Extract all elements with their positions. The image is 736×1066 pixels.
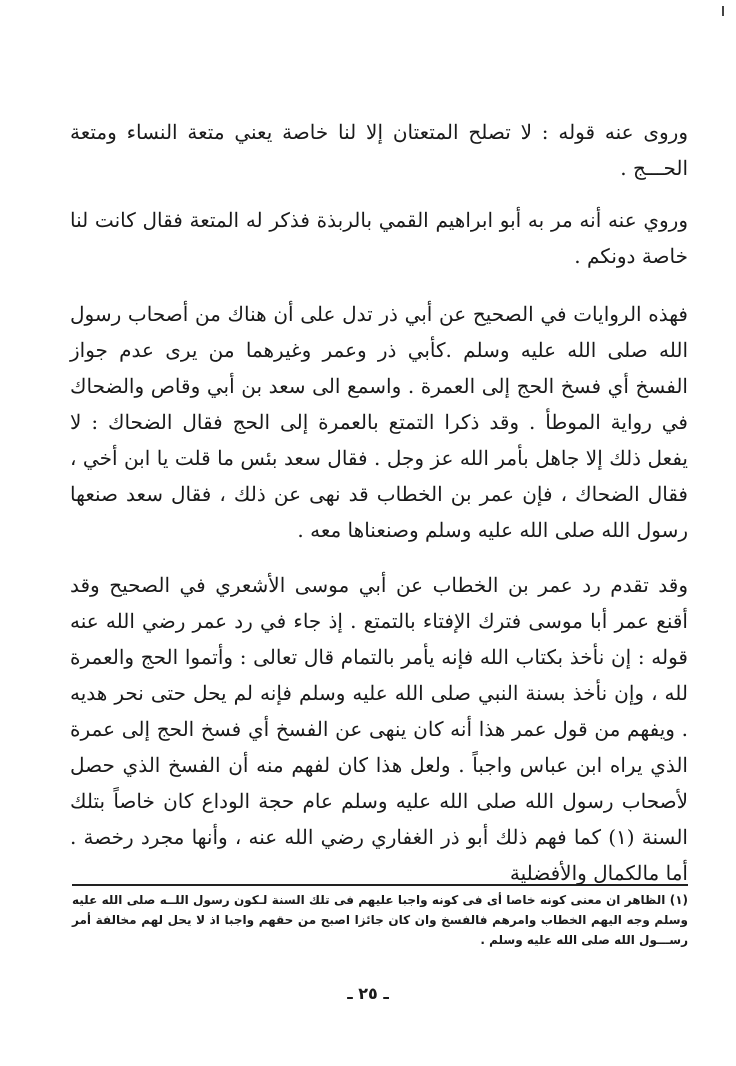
paragraph-2: وروي عنه أنه مر به أبو ابراهيم القمي بالربذة فذكر له المتعة فقال كانت لنا خاصة دونكم . (70, 208, 688, 268)
page-number: ـ ٢٥ ـ (347, 984, 389, 1003)
paragraph-3: فهذه الروايات في الصحيح عن أبي ذر تدل على أن هناك من أصحاب رسول الله صلى الله عليه وسلم .كأبي ذر وعمر وغيرهما من يرى عدم جواز الفسخ أي فسخ الحج إلى العمرة . واسمع الى سعد بن أبي وقاص والضحاك في رواية الموطأ . وقد ذكرا التمتع بالعمرة إلى الحج فقال الضحاك : لا يفعل ذلك إلا جاهل بأمر الله عز وجل . فقال سعد بئس ما قلت يا ابن أخي ، فقال الضحاك ، فإن عمر بن الخطاب قد نهى عن ذلك ، فقال سعد صنعها رسول الله صلى الله عليه وسلم وصنعناها معه . (70, 302, 688, 542)
scan-mark (722, 6, 724, 16)
footnote: (١) الظاهر ان معنى كونه خاصا أى فى كونه واجبا عليهم فى تلك السنة لـكون رسول اللــه صلى الله عليه وسلم وجه اليهم الخطاب وامرهم فالفسخ وان كان جائزا اصبح من حقهم واجبا اذ لا يحل لهم مخالفة أمر رســـول الله صلى الله عليه وسلم . (72, 893, 688, 947)
paragraph-4: وقد تقدم رد عمر بن الخطاب عن أبي موسى الأشعري في الصحيح وقد أقنع عمر أبا موسى فترك الإفتاء بالتمتع . إذ جاء في رد عمر رضي الله عنه قوله : إن نأخذ بكتاب الله فإنه يأمر بالتمام قال تعالى : وأتموا الحج والعمرة لله ، وإن نأخذ بسنة النبي صلى الله عليه وسلم فإنه لم يحل حتى نحر هديه . ويفهم من قول عمر هذا أنه كان ينهى عن الفسخ أي فسخ الحج إلى عمرة الذي يراه ابن عباس واجباً . ولعل هذا كان لفهم منه أن الفسخ الذي حصل لأصحاب رسول الله صلى الله عليه وسلم عام حجة الوداع كان خاصاً بتلك السنة (١) كما فهم ذلك أبو ذر الغفاري رضي الله عنه ، وأنها مجرد رخصة . أما مالكمال والأفضلية (70, 573, 688, 885)
footnote-divider (72, 884, 688, 886)
paragraph-1: وروى عنه قوله : لا تصلح المتعتان إلا لنا خاصة يعني متعة النساء ومتعة الحـــج . (70, 120, 688, 180)
